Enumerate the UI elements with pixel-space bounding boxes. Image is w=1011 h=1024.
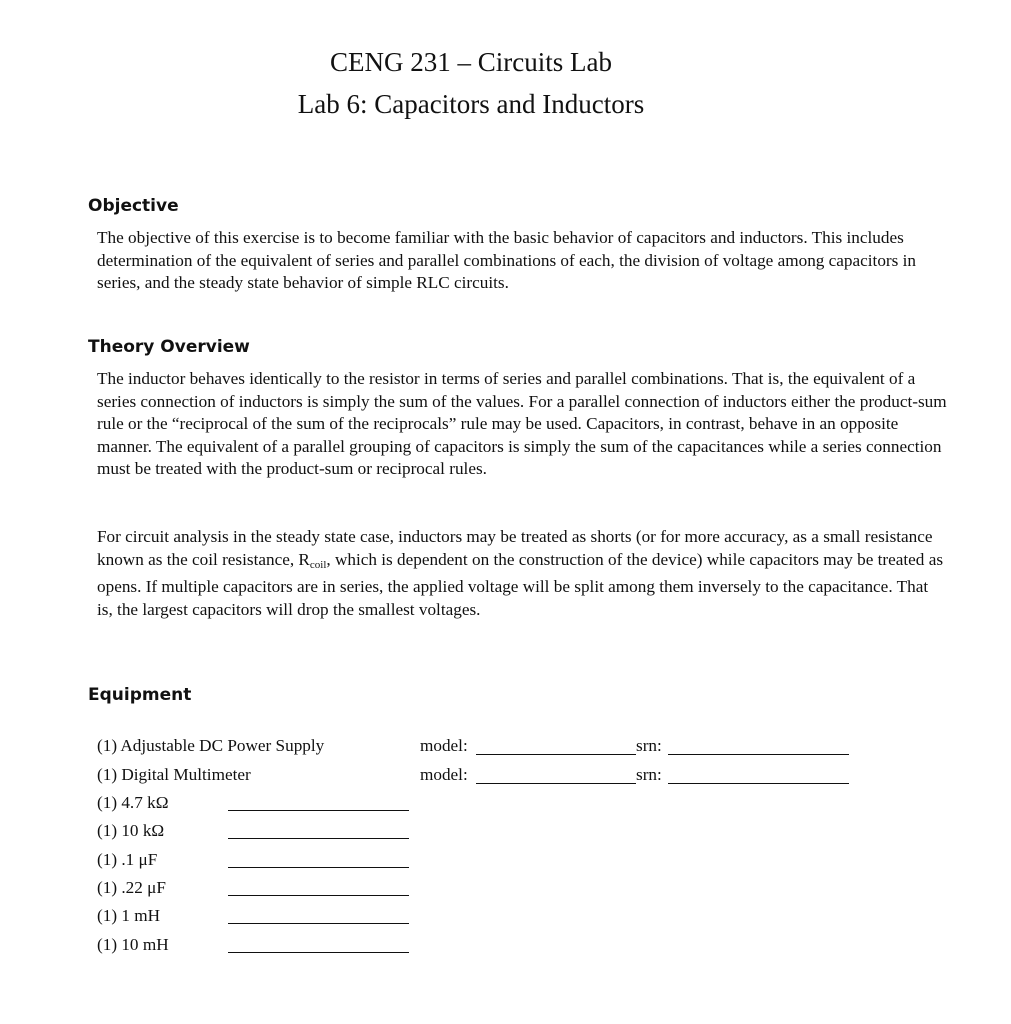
objective-heading: Objective — [88, 196, 179, 216]
model-field[interactable] — [476, 736, 636, 755]
model-field[interactable] — [476, 765, 636, 784]
page-title: CENG 231 – Circuits Lab — [330, 47, 612, 77]
component-field[interactable] — [228, 934, 409, 953]
srn-field[interactable] — [668, 765, 849, 784]
theory-p2-end: , which is dependent on the construction of the device) while capacitors may be treated as opens. If multiple capacitors are in series, the applied voltage will be split among them inversely to the capacitance. That is, the largest capacitors will drop the smallest voltages. — [97, 549, 944, 619]
list-item: (1) 10 mH — [97, 935, 169, 954]
lab-title: Lab 6: Capacitors and Inductors — [297, 89, 645, 119]
component-field[interactable] — [228, 905, 409, 924]
component-field[interactable] — [228, 877, 409, 896]
list-item: (1) 10 kΩ — [97, 821, 165, 840]
rcoil-subscript: coil — [309, 558, 327, 571]
equipment-heading: Equipment — [88, 685, 192, 705]
list-item: (1) 4.7 kΩ — [97, 793, 169, 812]
srn-label: srn: — [636, 765, 662, 784]
list-item: (1) 1 mH — [97, 906, 161, 925]
srn-field[interactable] — [668, 736, 849, 755]
theory-paragraph-2 — [97, 526, 947, 621]
component-field[interactable] — [228, 820, 409, 839]
list-item: (1) Digital Multimeter — [97, 765, 251, 784]
srn-label: srn: — [636, 736, 662, 755]
theory-paragraph-1: The inductor behaves identically to the resistor in terms of series and parallel combinations. That is, the equivalent of a series connection of inductors is simply the sum of the values. For a parallel connection of inductors either the product-sum rule or the “reciprocal of the sum of the reciprocals” rule may be used. Capacitors, in contrast, behave in an opposite manner. The equivalent of a parallel grouping of capacitors is simply the sum of the capacitances while a series connection must be treated with the product-sum or reciprocal rules. — [97, 369, 947, 478]
component-field[interactable] — [228, 792, 409, 811]
component-field[interactable] — [228, 849, 409, 868]
list-item: (1) .22 μF — [97, 878, 166, 897]
theory-heading: Theory Overview — [88, 337, 250, 357]
objective-text: The objective of this exercise is to become familiar with the basic behavior of capacitors and inductors. This includes determination of the equivalent of series and parallel combinations of each, the division of voltage among capacitors in series, and the steady state behavior of simple RLC circuits. — [97, 228, 917, 292]
model-label: model: — [420, 765, 468, 784]
list-item: (1) .1 μF — [97, 850, 158, 869]
model-label: model: — [420, 736, 468, 755]
list-item: (1) Adjustable DC Power Supply — [97, 736, 325, 755]
theory-p2-start: For circuit analysis in the steady state case, inductors may be treated as shorts (or for more accuracy, as a small resistance known as the coil resistance, R — [97, 527, 933, 569]
